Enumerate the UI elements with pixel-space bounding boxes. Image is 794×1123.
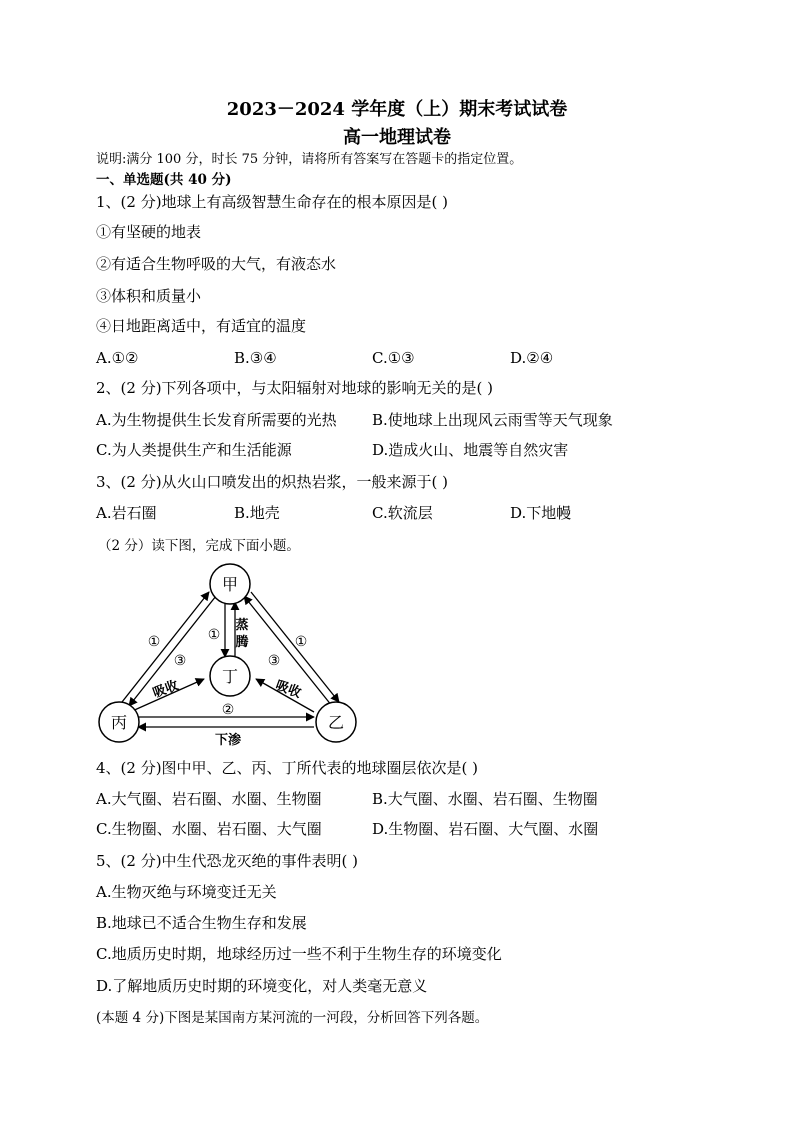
label-xishou-left: 吸收: [151, 678, 181, 702]
group1-intro: （2 分）读下图，完成下面小题。: [98, 538, 300, 554]
q1-item-1: ①有坚硬的地表: [96, 223, 202, 241]
q1-option-a: A.①②: [96, 349, 139, 367]
q4-stem: 4、(2 分)图中甲、乙、丙、丁所代表的地球圈层依次是( ): [96, 759, 479, 777]
q3-stem: 3、(2 分)从火山口喷发出的炽热岩浆，一般来源于( ): [96, 473, 449, 491]
q2-stem: 2、(2 分)下列各项中，与太阳辐射对地球的影响无关的是( ): [96, 379, 494, 397]
q2-option-a: A.为生物提供生长发育所需要的光热: [96, 411, 337, 429]
q1-option-c: C.①③: [372, 349, 415, 367]
q1-option-d: D.②④: [510, 349, 554, 367]
q4-option-b: B.大气圈、水圈、岩石圈、生物圈: [372, 790, 598, 808]
label-left-inner: ③: [173, 653, 187, 669]
q1-option-b: B.③④: [234, 349, 277, 367]
q2-option-c: C.为人类提供生产和生活能源: [96, 441, 292, 459]
node-ding: 丁: [221, 667, 239, 686]
label-zhengteng-1: 蒸: [235, 618, 249, 633]
node-jia: 甲: [221, 575, 239, 594]
q1-stem: 1、(2 分)地球上有高级智慧生命存在的根本原因是( ): [96, 193, 449, 211]
q2-option-b: B.使地球上出现风云雨雪等天气现象: [372, 411, 613, 429]
node-bing: 丙: [110, 713, 128, 732]
q5-option-a: A.生物灭绝与环境变迁无关: [96, 883, 277, 901]
section-heading: 一、单选题(共 40 分): [96, 172, 232, 188]
q5-option-d: D.了解地质历史时期的环境变化，对人类毫无意义: [96, 977, 428, 995]
q5-option-c: C.地质历史时期，地球经历过一些不利于生物生存的环境变化: [96, 945, 502, 963]
q2-option-d: D.造成火山、地震等自然灾害: [372, 441, 569, 459]
node-yi: 乙: [327, 713, 345, 732]
group2-intro: (本题 4 分)下图是某国南方某河流的一河段，分析回答下列各题。: [96, 1010, 489, 1026]
sphere-cycle-diagram: [92, 562, 367, 752]
q4-option-c: C.生物圈、水圈、岩石圈、大气圈: [96, 820, 322, 838]
q5-stem: 5、(2 分)中生代恐龙灭绝的事件表明( ): [96, 852, 359, 870]
label-center: ①: [207, 627, 221, 643]
exam-subtitle: 高一地理试卷: [343, 127, 451, 148]
q3-option-b: B.地壳: [234, 504, 280, 522]
q4-option-d: D.生物圈、岩石圈、大气圈、水圈: [372, 820, 599, 838]
q1-item-2: ②有适合生物呼吸的大气，有液态水: [96, 255, 337, 273]
label-right-outer: ①: [294, 634, 308, 650]
q3-option-c: C.软流层: [372, 504, 433, 522]
label-left-outer: ①: [147, 634, 161, 650]
q1-item-4: ④日地距离适中，有适宜的温度: [96, 317, 307, 335]
q5-option-b: B.地球已不适合生物生存和发展: [96, 914, 307, 932]
q3-option-d: D.下地幔: [510, 504, 572, 522]
label-xiashen: 下渗: [214, 733, 242, 748]
q1-item-3: ③体积和质量小: [96, 287, 202, 305]
exam-note: 说明:满分 100 分，时长 75 分钟，请将所有答案写在答题卡的指定位置。: [96, 152, 523, 167]
exam-title: 2023－2024 学年度（上）期末考试试卷: [226, 99, 568, 120]
label-zhengteng-2: 腾: [235, 635, 249, 650]
label-xishou-right: 吸收: [273, 678, 303, 702]
q3-option-a: A.岩石圈: [96, 504, 157, 522]
q4-option-a: A.大气圈、岩石圈、水圈、生物圈: [96, 790, 322, 808]
label-right-inner: ③: [267, 653, 281, 669]
label-bottom: ②: [221, 702, 235, 718]
